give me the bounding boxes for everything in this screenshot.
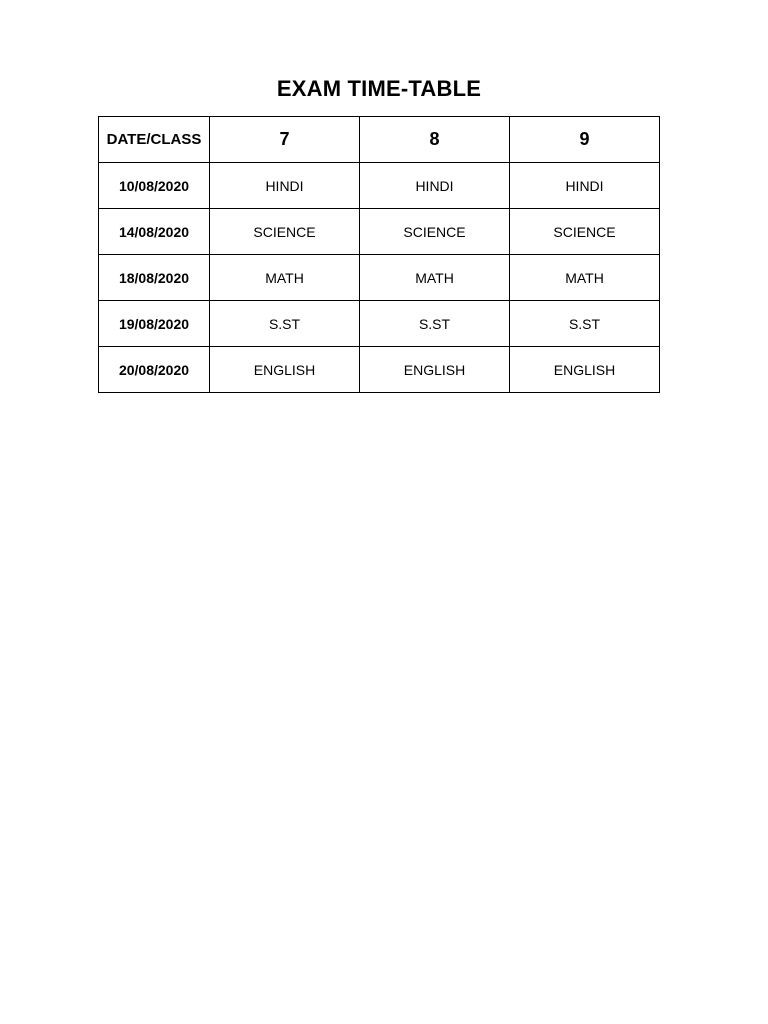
subject-cell: MATH <box>510 255 660 301</box>
date-cell: 19/08/2020 <box>99 301 210 347</box>
subject-cell: ENGLISH <box>510 347 660 393</box>
date-cell: 14/08/2020 <box>99 209 210 255</box>
date-cell: 18/08/2020 <box>99 255 210 301</box>
subject-cell: S.ST <box>360 301 510 347</box>
header-row <box>99 117 660 163</box>
table-row <box>99 163 660 209</box>
subject-cell: HINDI <box>210 163 360 209</box>
date-cell: 10/08/2020 <box>99 163 210 209</box>
table-row <box>99 209 660 255</box>
corner-header: DATE/CLASS <box>99 117 210 163</box>
subject-cell: SCIENCE <box>210 209 360 255</box>
subject-cell: S.ST <box>510 301 660 347</box>
subject-cell: HINDI <box>510 163 660 209</box>
subject-cell: HINDI <box>360 163 510 209</box>
subject-cell: MATH <box>360 255 510 301</box>
subject-cell: S.ST <box>210 301 360 347</box>
class-header: 8 <box>360 117 510 163</box>
table-row <box>99 301 660 347</box>
class-header: 9 <box>510 117 660 163</box>
subject-cell: ENGLISH <box>360 347 510 393</box>
subject-cell: MATH <box>210 255 360 301</box>
subject-cell: ENGLISH <box>210 347 360 393</box>
table-row <box>99 347 660 393</box>
subject-cell: SCIENCE <box>510 209 660 255</box>
class-header: 7 <box>210 117 360 163</box>
table-row <box>99 255 660 301</box>
exam-timetable <box>98 116 660 393</box>
page-title: EXAM TIME-TABLE <box>276 76 482 101</box>
subject-cell: SCIENCE <box>360 209 510 255</box>
date-cell: 20/08/2020 <box>99 347 210 393</box>
